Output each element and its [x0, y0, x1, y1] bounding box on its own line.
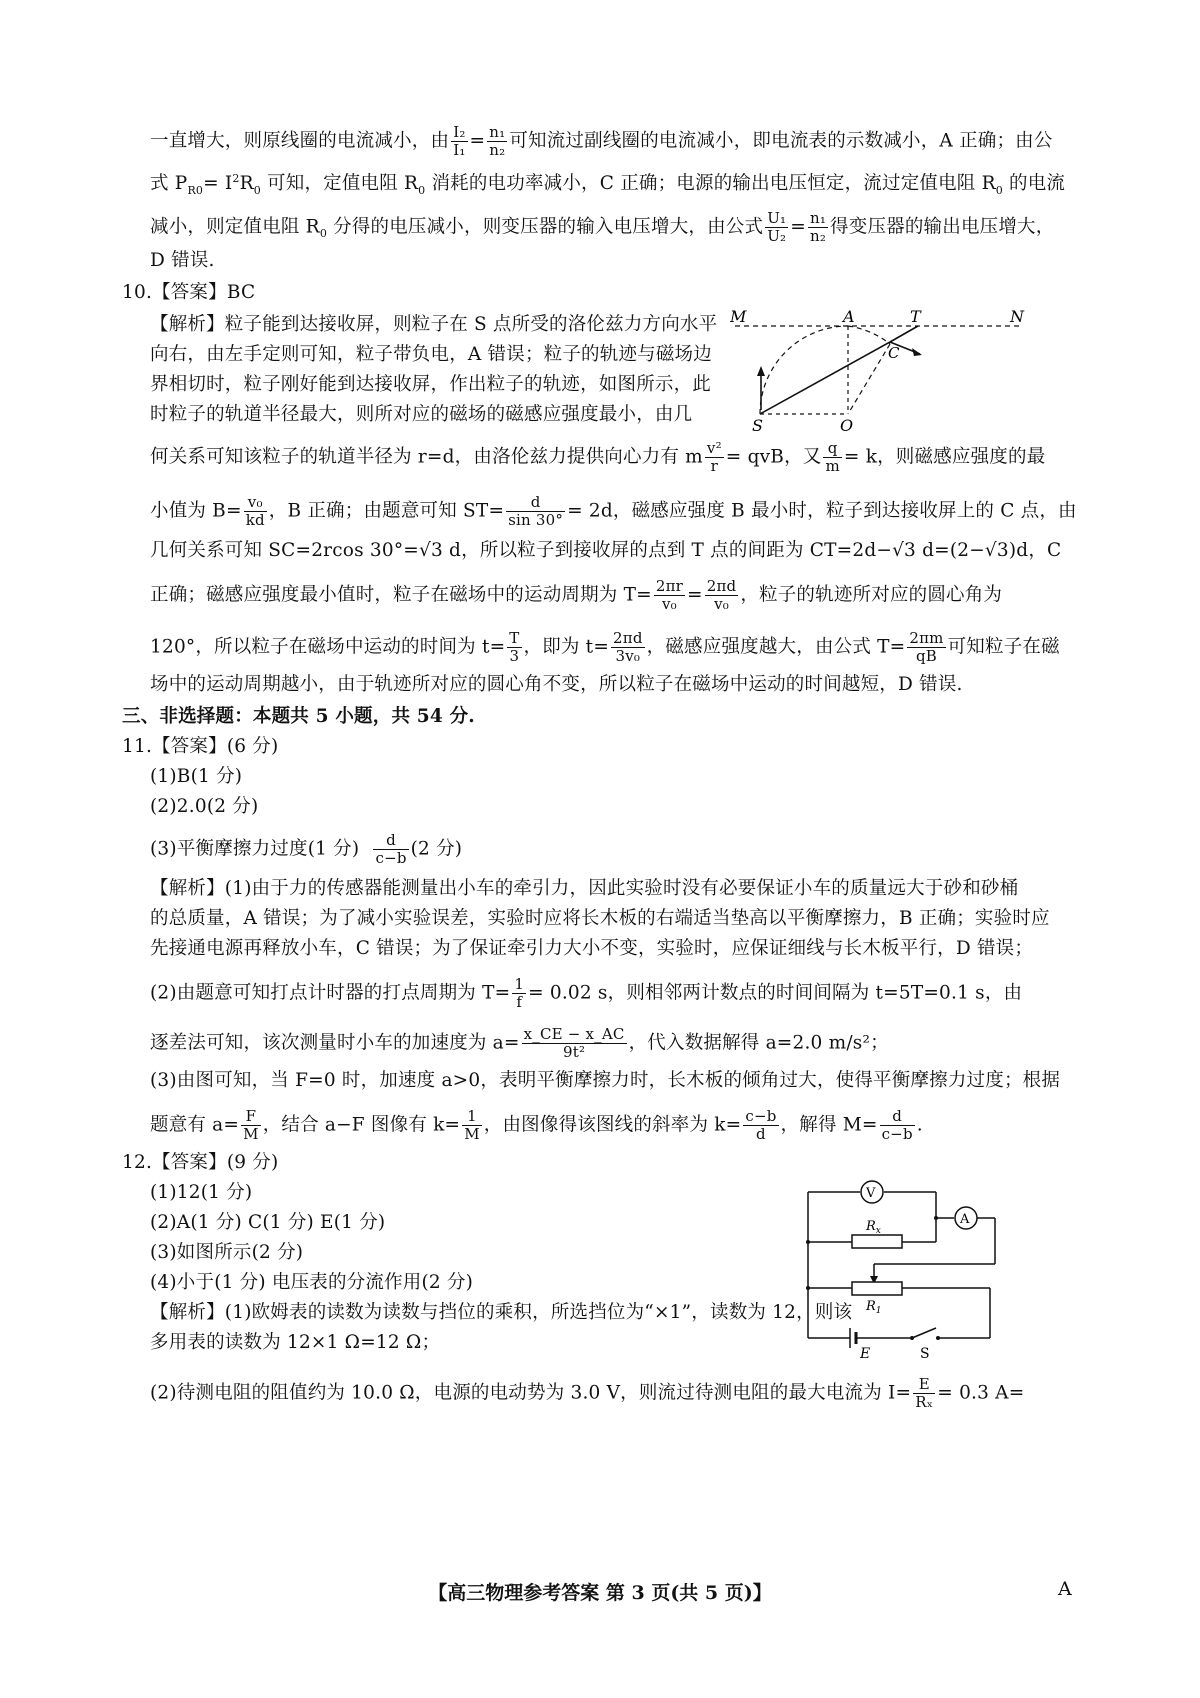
trajectory-diagram	[730, 306, 1030, 436]
text-line: 的总质量，A 错误；为了减小实验误差，实验时应将长木板的右端适当垫高以平衡摩擦力，B 正确；实验时应	[150, 908, 1050, 929]
fraction: $\frac{\text{n₁}}{\text{n₂}}$	[809, 209, 827, 245]
text-line: 题意有 a= $\frac{F}{M}$ ，结合 a−F 图像有 k= $\frac{1}{M}$ ，由图像得该图线的斜率为 k= $\frac{c-b}{d}$ ，解得 M= $\frac{d}{c-b}$ .	[150, 1107, 923, 1143]
label-m: M	[730, 307, 747, 326]
text-line: 120°，所以粒子在磁场中运动的时间为 t= $\frac{T}{3}$ ，即为 t= $\frac{2\pi d}{\text{3v₀}}$ ，磁感应强度越大，由公式 T= $\frac{2\pi m}{qB}$ 可知粒子在磁	[150, 629, 1060, 665]
arrow-up-icon	[757, 366, 765, 376]
rheostat-r1-icon	[852, 1282, 902, 1295]
text-line: (2)2.0(2 分)	[150, 796, 259, 817]
page-footer: 【高三物理参考答案 第 3 页(共 5 页)】	[428, 1582, 772, 1604]
label-a: A	[843, 307, 855, 326]
text-line: 几何关系可知 SC=2rcos 30°=√3 d，所以粒子到接收屏的点到 T 点的间距为 CT=2d−√3 d=(2−√3)d，C	[150, 540, 1062, 561]
text-line: 式 $P_{R0}= I^2R_0$ 可知，定值电阻 $R_0$ 消耗的电功率减小，C 正确；电源的输出电压恒定，流过定值电阻 $R_0$ 的电流	[150, 172, 1066, 197]
label-t: T	[910, 307, 921, 326]
text-line: (1)12(1 分)	[150, 1182, 253, 1203]
label-o: O	[840, 416, 854, 435]
text-line: 何关系可知该粒子的轨道半径为 r=d，由洛伦兹力提供向心力有 m $\frac{\text{v²}}{r}$ = qvB，又 $\frac{q}{m}$ = k，则磁感应强度的最	[150, 439, 1046, 475]
label-s: S	[752, 416, 763, 435]
label-n: N	[1010, 307, 1024, 326]
trajectory-arc-2	[848, 326, 890, 344]
arrow-head-icon	[912, 348, 922, 356]
text-line: (2)A(1 分) C(1 分) E(1 分)	[150, 1212, 386, 1233]
text-line: (1)B(1 分)	[150, 766, 243, 787]
text-line: (3)如图所示(2 分)	[150, 1242, 304, 1263]
question-11-answer: 11.【答案】(6 分)	[122, 736, 279, 757]
text: 一直增大，则原线圈的电流减小，由	[150, 130, 450, 152]
voltmeter-label: V	[866, 1186, 876, 1201]
trajectory-arc	[760, 326, 848, 414]
text-line: 减小，则定值电阻 $R_0$ 分得的电压减小，则变压器的输入电压增大，由公式 $\frac{\text{U₁}}{\text{U₂}}$ = $\frac{\text{n₁}}{\text{n₂}}$ 得变压器的输出电压增大，	[150, 209, 1055, 245]
text-line: D 错误.	[150, 250, 215, 271]
label-r1: $R_1$	[866, 1299, 882, 1316]
text-line: 【解析】(1)欧姆表的读数为读数与挡位的乘积，所选挡位为“×1”，读数为 12，则该	[150, 1302, 853, 1323]
text-line: 界相切时，粒子刚好能到达接收屏，作出粒子的轨迹，如图所示，此	[150, 374, 712, 395]
text-line: 时粒子的轨道半径最大，则所对应的磁场的磁感应强度最小，由几	[150, 404, 693, 425]
fraction: $\frac{\text{n₁}}{\text{n₂}}$	[489, 123, 506, 159]
text-line: 先接通电源再释放小车，C 错误；为了保证牵引力大小不变，实验时，应保证细线与长木板平行，D 错误；	[150, 938, 1034, 959]
text-line: 向右，由左手定则可知，粒子带负电，A 错误；粒子的轨迹与磁场边	[150, 344, 712, 365]
paper-version-label: A	[1058, 1578, 1072, 1600]
fraction: $\frac{\text{U₁}}{\text{U₂}}$	[767, 209, 787, 245]
text-line: (2)待测电阻的阻值约为 10.0 Ω，电源的电动势为 3.0 V，则流过待测电阻的最大电流为 I= $\frac{E}{\text{Rₓ}}$ = 0.3 A=	[150, 1375, 1025, 1411]
st-line	[760, 342, 890, 414]
text-line: (4)小于(1 分) 电压表的分流作用(2 分)	[150, 1272, 474, 1293]
label-e: E	[860, 1346, 871, 1358]
fraction: $\frac{\text{I₂}}{\text{I₁}}$	[453, 123, 466, 159]
text-line: 多用表的读数为 12×1 Ω=12 Ω；	[150, 1332, 441, 1353]
question-12-answer: 12.【答案】(9 分)	[122, 1152, 279, 1173]
ammeter-label: A	[960, 1212, 970, 1227]
text-line: (2)由题意可知打点计时器的打点周期为 T= $\frac{1}{f}$ = 0.02 s，则相邻两计数点的时间间隔为 t=5T=0.1 s，由	[150, 975, 1023, 1011]
text: 可知流过副线圈的电流减小，即电流表的示数减小，A 正确；由公	[509, 130, 1053, 152]
resistor-rx-icon	[852, 1235, 902, 1248]
text-line: 小值为 B= $\frac{\text{v₀}}{kd}$ ，B 正确；由题意可知 ST= $\frac{d}{\sin 30^\circ}$ = 2d，磁感应强度 B 最小时，粒子到达接收屏上的 C 点，由	[150, 493, 1077, 529]
section-heading: 三、非选择题：本题共 5 小题，共 54 分.	[122, 706, 475, 727]
text-line: (3)平衡摩擦力过度(1 分) $\frac{d}{c-b}$ (2 分)	[150, 831, 463, 867]
text-line: 【解析】粒子能到达接收屏，则粒子在 S 点所受的洛伦兹力方向水平	[150, 314, 718, 335]
text-line: 一直增大，则原线圈的电流减小，由 $\frac{\text{I₂}}{\text{I₁}}$ = $\frac{\text{n₁}}{\text{n₂}}$ 可知流过副线圈的电流减小，即电流表的示数减小，A 正确；由公	[150, 123, 1053, 159]
st-line-end	[890, 326, 918, 342]
junction	[806, 1240, 810, 1244]
question-10-answer: 10.【答案】BC	[122, 282, 256, 303]
text-line: 【解析】(1)由于力的传感器能测量出小车的牵引力，因此实验时没有必要保证小车的质量远大于砂和砂桶	[150, 878, 1019, 899]
switch-icon	[912, 1328, 936, 1338]
text-line: 场中的运动周期越小，由于轨迹所对应的圆心角不变，所以粒子在磁场中运动的时间越短，D 错误.	[150, 674, 963, 695]
label-c: C	[888, 344, 900, 362]
label-s: S	[920, 1346, 930, 1358]
circuit-diagram	[790, 1168, 1010, 1358]
text-line: 逐差法可知，该次测量时小车的加速度为 a= $\frac{x\_CE - x\_AC}{\text{9t²}}$ ，代入数据解得 a=2.0 m/s²；	[150, 1025, 889, 1061]
text-line: 正确；磁感应强度最小值时，粒子在磁场中的运动周期为 T= $\frac{2\pi r}{\text{v₀}}$ = $\frac{2\pi d}{\text{v₀}}$ ，粒子的轨迹所对应的圆心角为	[150, 577, 1003, 613]
label-rx: $R_x$	[866, 1219, 881, 1236]
text-line: (3)由图可知，当 F=0 时，加速度 a>0，表明平衡摩擦力时，长木板的倾角过大，使得平衡摩擦力过度；根据	[150, 1070, 1061, 1091]
